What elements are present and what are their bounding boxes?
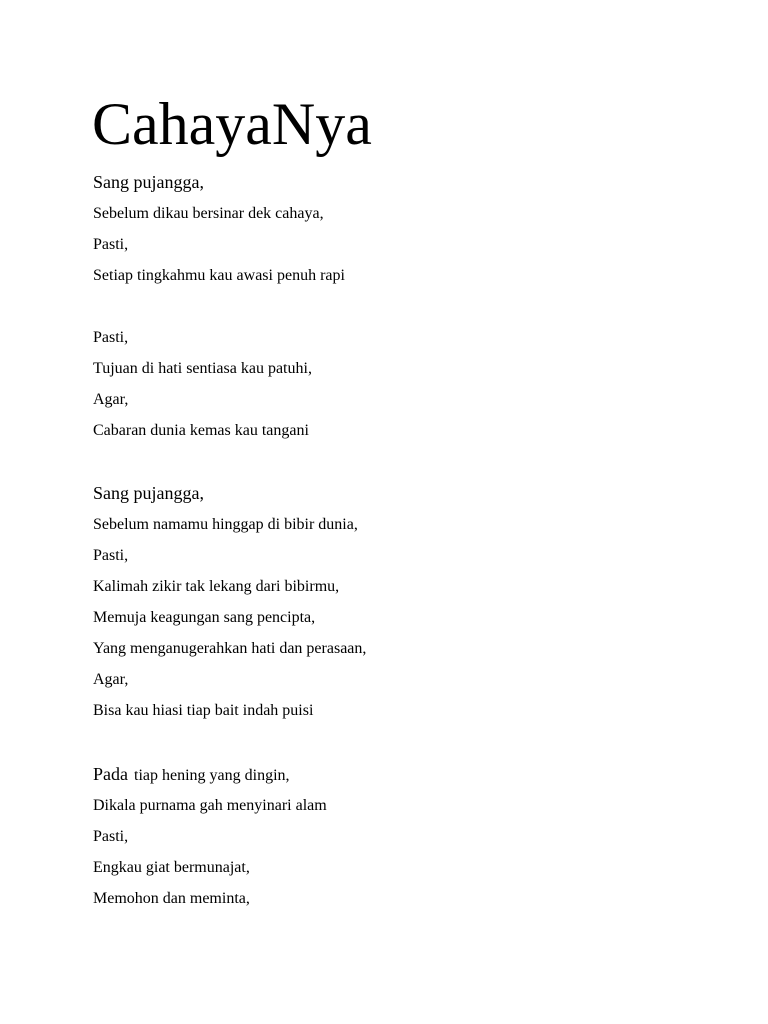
poem-line-rest: tiap hening yang dingin,: [134, 767, 290, 784]
poem-line: Pasti,: [93, 828, 129, 845]
poem-line: Sebelum namamu hinggap di bibir dunia,: [93, 516, 358, 533]
poem-line: Agar,: [93, 391, 129, 408]
poem-line: Memohon dan meminta,: [93, 890, 250, 907]
poem-line: Pasti,: [93, 547, 129, 564]
poem-line: Engkau giat bermunajat,: [93, 859, 250, 876]
poem-line: Agar,: [93, 671, 129, 688]
poem-line: Kalimah zikir tak lekang dari bibirmu,: [93, 578, 340, 595]
poem-line-first-word: Pada: [93, 764, 128, 784]
poem-line: Setiap tingkahmu kau awasi penuh rapi: [93, 267, 345, 284]
poem-line: Tujuan di hati sentiasa kau patuhi,: [93, 360, 312, 377]
poem-line: Dikala purnama gah menyinari alam: [93, 797, 327, 814]
poem-line: Sang pujangga,: [93, 483, 204, 503]
poem-line: Pasti,: [93, 329, 129, 346]
poem-title: CahayaNya: [92, 91, 372, 157]
poem-line: Cabaran dunia kemas kau tangani: [93, 422, 309, 439]
poem-line: Sang pujangga,: [93, 172, 204, 192]
poem-line: Bisa kau hiasi tiap bait indah puisi: [93, 702, 314, 719]
poem-line: [93, 764, 290, 784]
poem-line: Memuja keagungan sang pencipta,: [93, 609, 316, 626]
poem-line: Sebelum dikau bersinar dek cahaya,: [93, 205, 324, 222]
poem-line: Yang menganugerahkan hati dan perasaan,: [93, 640, 367, 657]
poem-line: Pasti,: [93, 236, 129, 253]
